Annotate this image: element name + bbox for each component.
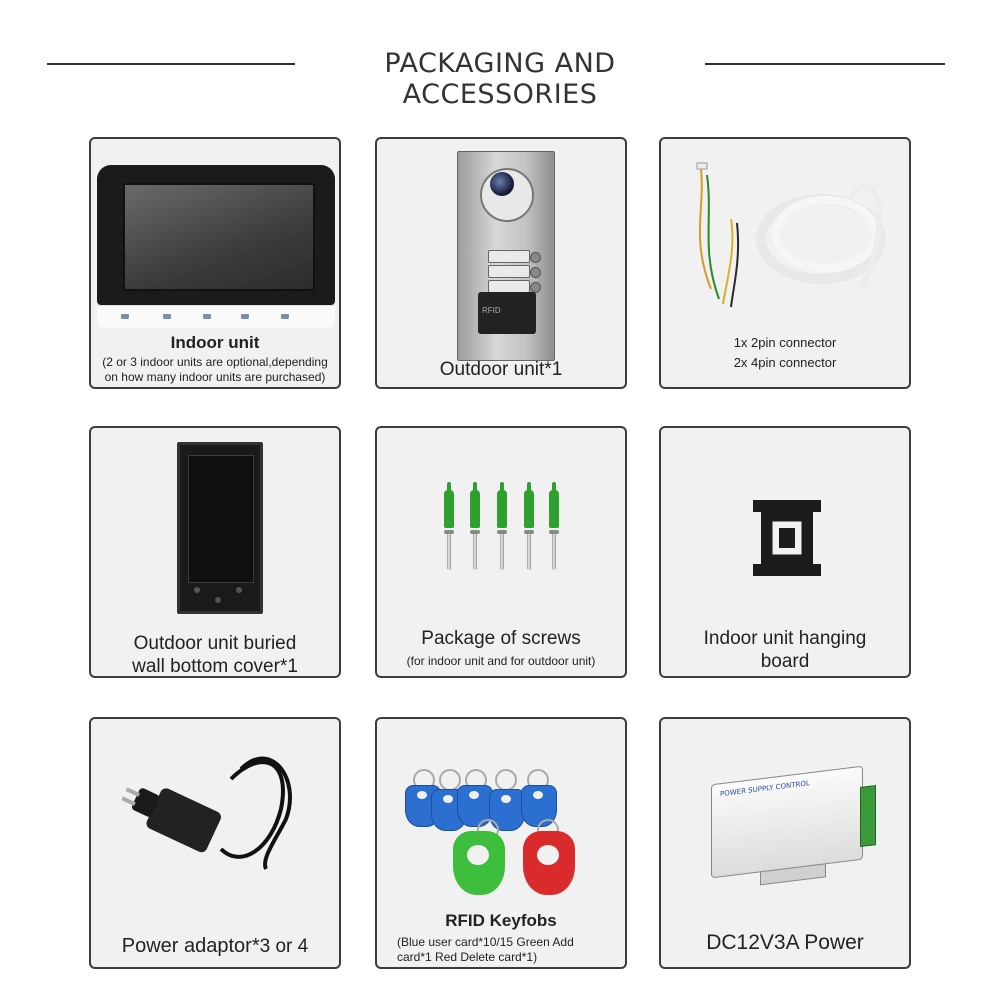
- back-box-line-2: wall bottom cover*1: [132, 656, 298, 677]
- connector-line-1: 1x 2pin connector: [733, 335, 837, 350]
- card-note: (Blue user card*10/15 Green Add card*1 Red Delete card*1): [397, 935, 574, 964]
- card-indoor-unit: [89, 137, 341, 389]
- indoor-monitor-image: [97, 165, 335, 315]
- card-title: Power adaptor*: [121, 935, 260, 957]
- hanging-board-line-2: board: [760, 651, 810, 672]
- card-title: Outdoor unit*1: [439, 359, 563, 380]
- card-connectors: [659, 137, 911, 389]
- card-note: (2 or 3 indoor units are optional,depending on how many indoor units are purchased): [102, 355, 328, 384]
- card-rfid-keyfobs: [375, 717, 627, 969]
- back-box-image: [177, 442, 263, 614]
- power-supply-image: [711, 766, 863, 879]
- hanging-board-line-1: Indoor unit hanging: [703, 628, 867, 649]
- card-back-box: [89, 426, 341, 678]
- section-header: [0, 40, 1000, 110]
- hanging-board-image: [747, 498, 827, 578]
- rfid-reader-label: RFID: [482, 306, 501, 315]
- card-title: RFID Keyfobs: [445, 911, 557, 930]
- card-power-adaptor: [89, 717, 341, 969]
- header-rule-right: [705, 63, 945, 65]
- card-title: Package of screws: [421, 628, 581, 649]
- section-title: PACKAGING AND ACCESSORIES: [384, 48, 616, 110]
- card-screws: [375, 426, 627, 678]
- card-note: (for indoor unit and for outdoor unit): [406, 654, 596, 668]
- card-outdoor-unit: [375, 137, 627, 389]
- power-adaptor-label: [91, 935, 339, 958]
- outdoor-panel-image: [457, 151, 555, 361]
- connector-line-2: 2x 4pin connector: [733, 355, 837, 370]
- card-title: Indoor unit: [170, 333, 260, 352]
- back-box-line-1: Outdoor unit buried: [133, 633, 297, 654]
- header-rule-left: [47, 63, 295, 65]
- card-title: DC12V3A Power: [706, 931, 864, 954]
- card-dc-power: [659, 717, 911, 969]
- power-adaptor-image: [91, 719, 341, 919]
- card-quantity: 3 or 4: [259, 936, 309, 957]
- connector-cables-image: [661, 139, 911, 329]
- card-hanging-board: [659, 426, 911, 678]
- power-supply-label: POWER SUPPLY CONTROL: [720, 779, 810, 799]
